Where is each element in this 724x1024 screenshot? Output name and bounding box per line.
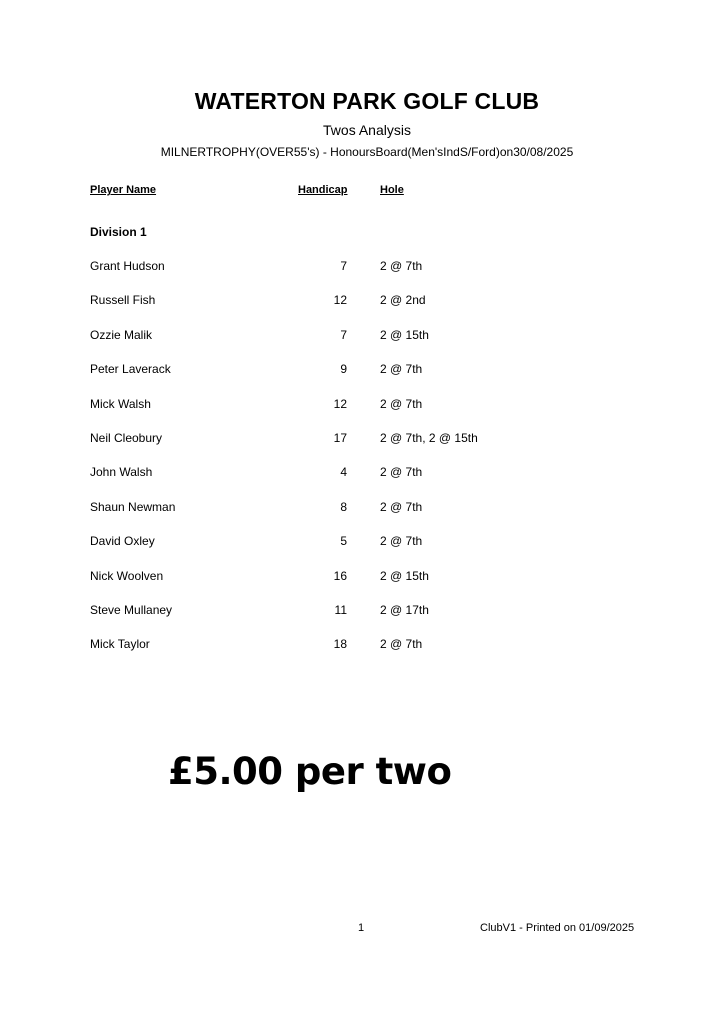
player-name: Shaun Newman	[90, 499, 176, 514]
table-row	[0, 257, 724, 291]
player-handicap: 7	[340, 259, 347, 273]
player-hole: 2 @ 15th	[380, 568, 429, 583]
player-handicap: 8	[340, 499, 347, 514]
player-hole: 2 @ 15th	[380, 327, 429, 342]
table-row	[0, 635, 724, 669]
player-name: Neil Cleobury	[90, 430, 163, 445]
report-title: Twos Analysis	[323, 122, 411, 138]
printed-on-footer: ClubV1 - Printed on 01/09/2025	[480, 922, 635, 934]
player-hole: 2 @ 17th	[380, 602, 429, 617]
player-name: Grant Hudson	[90, 259, 165, 273]
player-name: Nick Woolven	[90, 568, 164, 583]
player-hole: 2 @ 7th	[380, 259, 423, 273]
player-name: Peter Laverack	[90, 362, 171, 377]
table-row	[0, 463, 724, 497]
player-hole: 2 @ 7th	[380, 637, 423, 652]
table-row	[0, 360, 724, 394]
player-handicap: 7	[340, 327, 347, 342]
player-handicap: 11	[334, 602, 347, 617]
player-handicap: 17	[333, 430, 347, 445]
player-hole: 2 @ 7th	[380, 362, 423, 377]
column-header-player-name: Player Name	[90, 184, 157, 196]
player-handicap: 9	[340, 362, 347, 377]
division-heading: Division 1	[90, 225, 147, 239]
table-row	[0, 326, 724, 360]
table-row	[0, 498, 724, 532]
column-header-handicap: Handicap	[298, 184, 348, 196]
player-hole: 2 @ 7th	[380, 396, 423, 411]
price-per-two-note: £5.00 per two	[168, 750, 452, 793]
player-name: Russell Fish	[90, 293, 156, 308]
player-handicap: 12	[333, 293, 347, 308]
player-name: Mick Walsh	[90, 396, 151, 411]
player-name: Ozzie Malik	[90, 327, 153, 342]
player-handicap: 18	[333, 637, 347, 652]
player-hole: 2 @ 7th	[380, 465, 423, 480]
page-number: 1	[358, 922, 365, 934]
player-hole: 2 @ 7th	[380, 499, 423, 514]
competition-title: MILNERTROPHY(OVER55's) - HonoursBoard(Men'sIndS/Ford)on30/08/2025	[160, 145, 574, 159]
player-handicap: 12	[333, 396, 347, 411]
player-hole: 2 @ 7th, 2 @ 15th	[380, 430, 478, 445]
player-name: John Walsh	[90, 465, 153, 480]
player-handicap: 4	[340, 465, 347, 480]
results-table	[0, 257, 724, 670]
table-row	[0, 429, 724, 463]
player-name: David Oxley	[90, 534, 155, 549]
table-row	[0, 601, 724, 635]
player-name: Mick Taylor	[90, 637, 150, 652]
player-hole: 2 @ 2nd	[380, 293, 426, 308]
player-handicap: 5	[340, 534, 347, 549]
player-hole: 2 @ 7th	[380, 534, 423, 549]
club-title: WATERTON PARK GOLF CLUB	[194, 88, 540, 114]
table-row	[0, 395, 724, 429]
table-row	[0, 291, 724, 325]
player-name: Steve Mullaney	[90, 602, 173, 617]
column-header-hole: Hole	[380, 184, 404, 196]
table-row	[0, 567, 724, 601]
player-handicap: 16	[333, 568, 347, 583]
table-row	[0, 532, 724, 566]
